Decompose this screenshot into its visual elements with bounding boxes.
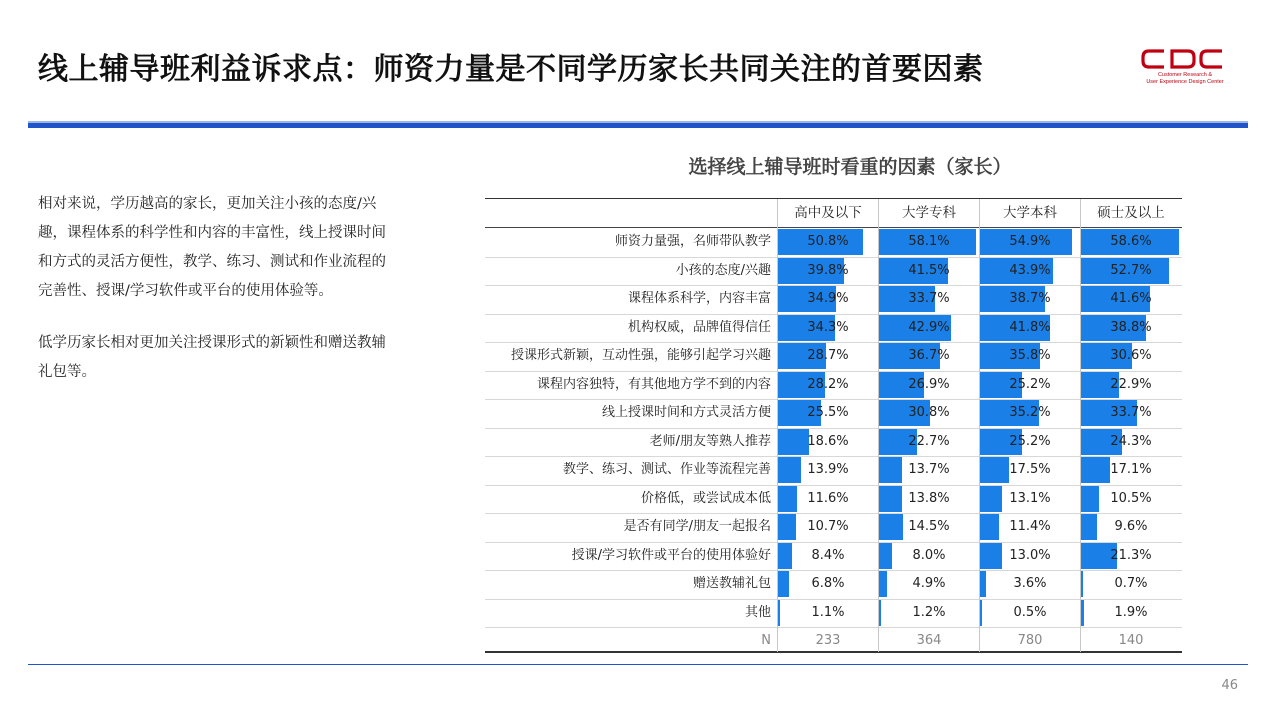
value-label: 43.9%: [1009, 262, 1051, 278]
row-divider: [485, 570, 1182, 571]
value-label: 0.5%: [1013, 604, 1047, 620]
logo-letter-c2: [1201, 51, 1222, 67]
row-label: 授课形式新颖，互动性强，能够引起学习兴趣: [510, 348, 771, 363]
value-label: 26.9%: [908, 376, 950, 392]
value-label: 1.2%: [912, 604, 946, 620]
row-label: 教学、练习、测试、作业等流程完善: [562, 462, 771, 477]
value-label: 17.1%: [1110, 462, 1152, 477]
value-label: 13.8%: [908, 490, 950, 506]
value-label: 8.4%: [811, 547, 845, 563]
column-divider: [777, 199, 778, 652]
sample-size-value: 140: [1118, 633, 1144, 648]
column-divider: [979, 199, 980, 652]
value-label: 54.9%: [1009, 234, 1051, 249]
logo-letter-d: [1172, 51, 1194, 67]
value-label: 42.9%: [908, 319, 950, 335]
value-label: 18.6%: [807, 433, 849, 449]
value-label: 6.8%: [811, 576, 845, 591]
value-label: 3.6%: [1013, 576, 1047, 591]
row-divider: [485, 542, 1182, 543]
value-label: 34.3%: [807, 319, 849, 335]
row-label: 赠送教辅礼包: [692, 576, 771, 591]
value-label: 8.0%: [912, 547, 946, 563]
value-label: 11.6%: [807, 490, 849, 506]
row-divider: [485, 456, 1182, 457]
value-label: 35.8%: [1009, 348, 1051, 363]
column-header: 大学专科: [902, 205, 956, 221]
side-commentary: [38, 190, 400, 387]
row-label: 线上授课时间和方式灵活方便: [601, 405, 771, 420]
column-divider: [1080, 199, 1081, 652]
logo-subtitle-line2: User Experience Design Center: [1146, 78, 1224, 85]
value-label: 34.9%: [807, 291, 849, 306]
column-header: 硕士及以上: [1097, 205, 1165, 221]
value-label: 41.8%: [1009, 319, 1051, 335]
sample-size-value: 233: [815, 633, 841, 648]
value-label: 22.7%: [908, 433, 950, 449]
value-label: 13.7%: [908, 462, 950, 477]
row-label: 价格低，或尝试成本低: [640, 490, 771, 506]
value-label: 38.8%: [1110, 319, 1152, 335]
value-label: 4.9%: [912, 576, 946, 591]
value-label: 41.6%: [1110, 291, 1152, 306]
row-label: 其他: [744, 604, 771, 620]
value-label: 39.8%: [807, 262, 849, 278]
value-label: 14.5%: [908, 519, 950, 534]
value-label: 28.7%: [807, 348, 849, 363]
value-label: 13.9%: [807, 462, 849, 477]
commentary-paragraph-1: 相对来说，学历越高的家长，更加关注小孩的态度/兴趣，课程体系的科学性和内容的丰富性，线上授课时间和方式的灵活方便性，教学、练习、测试和作业流程的完善性、授课/学习软件或平台的使用体验等。: [38, 196, 386, 299]
value-label: 30.8%: [908, 405, 950, 420]
value-label: 25.5%: [807, 405, 849, 420]
value-label: 52.7%: [1110, 262, 1152, 278]
chart-title: 选择线上辅导班时看重的因素（家长）: [688, 156, 1012, 178]
value-label: 11.4%: [1009, 519, 1051, 534]
factor-table: [485, 198, 1182, 653]
row-label: 课程体系科学，内容丰富: [627, 291, 771, 306]
value-label: 36.7%: [908, 348, 950, 363]
value-label: 33.7%: [908, 291, 950, 306]
value-label: 24.3%: [1110, 433, 1152, 449]
row-label: 师资力量强，名师带队教学: [614, 234, 771, 249]
row-divider: [485, 485, 1182, 486]
value-label: 17.5%: [1009, 462, 1051, 477]
logo-letter-c1: [1143, 51, 1164, 67]
row-divider: [485, 257, 1182, 258]
value-label: 1.9%: [1114, 604, 1148, 620]
commentary-paragraph-2: 低学历家长相对更加关注授课形式的新颖性和赠送教辅礼包等。: [38, 335, 386, 380]
sample-size-value: 780: [1017, 633, 1043, 648]
row-label: 是否有同学/朋友一起报名: [623, 519, 771, 534]
value-label: 10.5%: [1110, 490, 1152, 506]
value-label: 13.1%: [1009, 490, 1051, 506]
header-divider-thick: [28, 123, 1248, 128]
row-divider: [485, 285, 1182, 286]
value-label: 50.8%: [807, 234, 849, 249]
value-label: 33.7%: [1110, 405, 1152, 420]
value-label: 22.9%: [1110, 376, 1152, 392]
slide-title: 线上辅导班利益诉求点：师资力量是不同学历家长共同关注的首要因素: [38, 52, 984, 87]
logo-subtitle-line1: Customer Research &: [1157, 72, 1213, 78]
value-label: 28.2%: [807, 376, 849, 392]
column-header: 大学本科: [1003, 205, 1057, 221]
row-label: 授课/学习软件或平台的使用体验好: [571, 547, 771, 563]
value-label: 21.3%: [1110, 547, 1152, 563]
value-label: 25.2%: [1009, 376, 1051, 392]
value-label: 30.6%: [1110, 348, 1152, 363]
sample-size-value: 364: [916, 633, 942, 648]
row-label: 小孩的态度/兴趣: [675, 262, 771, 278]
value-label: 25.2%: [1009, 433, 1051, 449]
page-number: 46: [1221, 678, 1238, 693]
value-label: 9.6%: [1114, 519, 1148, 534]
value-label: 0.7%: [1114, 576, 1148, 591]
value-label: 58.1%: [908, 234, 950, 249]
column-divider: [878, 199, 879, 652]
value-label: 1.1%: [811, 604, 845, 620]
value-label: 41.5%: [908, 262, 950, 278]
row-divider: [485, 399, 1182, 400]
row-divider: [485, 599, 1182, 600]
value-label: 58.6%: [1110, 234, 1152, 249]
value-label: 10.7%: [807, 519, 849, 534]
row-label: 课程内容独特，有其他地方学不到的内容: [536, 376, 771, 392]
row-label: 老师/朋友等熟人推荐: [649, 433, 771, 449]
value-label: 38.7%: [1009, 291, 1051, 306]
row-divider: [485, 513, 1182, 514]
column-header: 高中及以下: [794, 205, 862, 221]
footer-divider: [28, 664, 1248, 665]
row-divider: [485, 314, 1182, 315]
logo-subtitle: [1140, 72, 1230, 85]
value-label: 13.0%: [1009, 547, 1051, 563]
row-divider: [485, 371, 1182, 372]
row-divider: [485, 342, 1182, 343]
sample-size-label: N: [761, 633, 771, 648]
row-divider: [485, 428, 1182, 429]
row-label: 机构权威，品牌值得信任: [627, 319, 771, 335]
value-label: 35.2%: [1009, 405, 1051, 420]
